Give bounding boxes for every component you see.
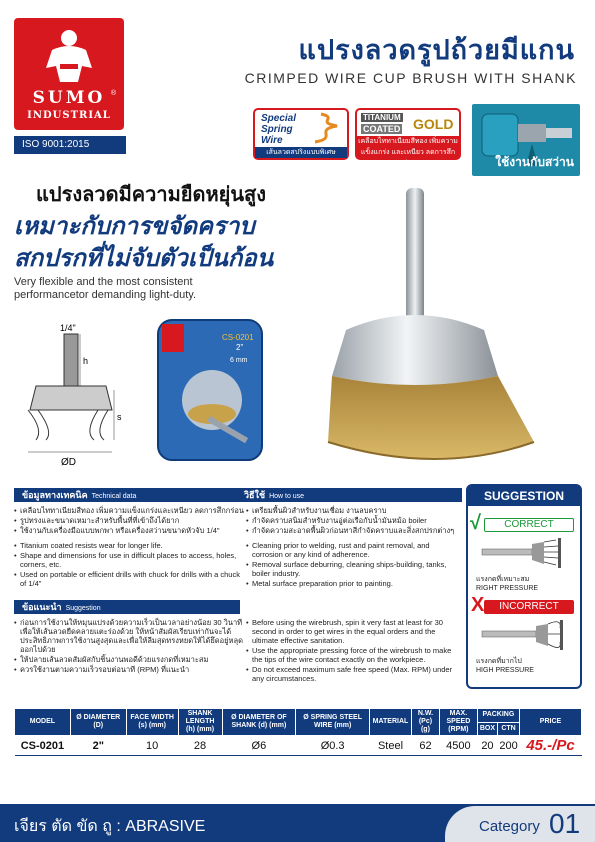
list-item: • ใช้งานกับเครื่องมือแบบพกพา หรือเครื่องสว่านขนาดหัวจับ 1/4" [14, 526, 244, 535]
headline-line2: เหมาะกับการขจัดคราบ [14, 213, 255, 240]
how-to-use-list [246, 506, 462, 589]
cell-weight: 62 [411, 736, 439, 756]
col-material: MATERIAL [370, 709, 412, 736]
list-item: • Cleaning prior to welding, rust and paint removal, and corrosion or any kind of adherence. [246, 541, 462, 559]
list-item: • Removal surface deburring, cleaning ships-building, tanks, boiler industry. [246, 560, 462, 578]
category-label: Category [479, 818, 540, 835]
cell-shank-diameter: Ø6 [222, 736, 296, 756]
titanium-gold-badge [355, 108, 461, 167]
incorrect-tag: INCORRECT [484, 600, 574, 614]
list-item: • Titanium coated resists wear for longer life. [14, 541, 244, 550]
cell-wire: Ø0.3 [296, 736, 370, 756]
x-icon: X [471, 594, 485, 616]
headline-line1: แปรงลวดมีความยืดหยุ่นสูง [36, 184, 267, 206]
list-item: • ควรใช้งานตามความเร็วรอบต่อนาที (RPM) ที่แนะนำ [14, 665, 244, 674]
high-pressure-illustration [482, 620, 578, 650]
col-speed: MAX. SPEED (RPM) [439, 709, 477, 736]
category-tab [445, 806, 595, 842]
spring-wave-icon [311, 112, 341, 146]
how-to-use-header [236, 488, 462, 502]
list-item: • เคลือบไททาเนียมสีทอง เพิ่มความแข็งแกร่งและเหนียว ลดการสึกกร่อน [14, 506, 244, 515]
cell-material: Steel [370, 736, 412, 756]
col-face-width: FACE WIDTH (s) (mm) [126, 709, 178, 736]
page-title-english: CRIMPED WIRE CUP BRUSH WITH SHANK [244, 70, 577, 86]
spring-wire-badge [253, 108, 349, 160]
col-shank-length: SHANK LENGTH (h) (mm) [178, 709, 222, 736]
diameter-label: ØD [61, 457, 76, 468]
package-size: 2" [236, 343, 244, 352]
correct-caption-en: RIGHT PRESSURE [476, 585, 539, 592]
list-item: • Shape and dimensions for use in difficult places to access, holes, corners, etc. [14, 551, 244, 569]
check-icon: √ [470, 512, 481, 534]
col-ctn: CTN [498, 722, 520, 736]
col-weight: N.W. (Pc) (g) [411, 709, 439, 736]
technical-title-th: ข้อมูลทางเทคนิค [22, 490, 88, 500]
gold-label: GOLD [413, 116, 454, 132]
sumo-wrestler-icon [38, 26, 100, 84]
category-number: 01 [549, 808, 581, 839]
registered-mark: ® [110, 90, 116, 97]
suggestion-list-english [246, 618, 462, 684]
page-title-thai: แปรงลวดรูปถ้วยมีแกน [298, 35, 575, 65]
cell-box: 20 [477, 736, 497, 756]
technical-data-header [14, 488, 240, 502]
drill-label: ใช้งานกับสว่าน [495, 155, 574, 169]
howto-title-th: วิธีใช้ [244, 490, 266, 500]
cell-shank-length: 28 [178, 736, 222, 756]
gold-subtitle: เคลือบไททาเนียมสีทอง เพิ่มความแข็งแกร่ง และเหนียว ลดการสึกกร่อน [358, 138, 458, 167]
spring-wire-subtitle: เส้นลวดสปริงแบบพิเศษ [255, 147, 347, 158]
list-item: • Use the appropriate pressing force of the wirebrush to make the tips of the wire contact exactly on the workpiece. [246, 646, 462, 664]
list-item: • Before using the wirebrush, spin it very fast at least for 30 second in order to get wires in the equal orders and the ultimate effective sanitation. [246, 618, 462, 645]
brand-logo [14, 18, 124, 130]
correct-tag: CORRECT [484, 518, 574, 532]
suggestion-list-thai [14, 618, 244, 675]
specification-table [14, 708, 582, 756]
headline-line3: สกปรกที่ไม่จับตัวเป็นก้อน [14, 245, 274, 272]
retail-package-image [150, 316, 270, 466]
coated-label: COATED [363, 124, 401, 134]
titanium-label: TITANIUM [363, 113, 401, 122]
package-model: CS-0201 [222, 333, 254, 342]
product-description: Very flexible and the most consistent performancetor demanding light-duty. [14, 276, 197, 301]
incorrect-caption-en: HIGH PRESSURE [476, 667, 534, 674]
cell-face-width: 10 [126, 736, 178, 756]
right-pressure-illustration [482, 538, 578, 568]
technical-title-en: Technical data [91, 493, 137, 500]
cell-price: 45.-/Pc [520, 736, 582, 756]
spring-wire-title: Special Spring Wire [261, 113, 297, 146]
table-row [15, 736, 582, 756]
footer-category-name: เจียร ตัด ขัด ถู : ABRASIVE [14, 818, 206, 835]
drill-usage-image [472, 104, 580, 176]
suggestion-box-title: SUGGESTION [468, 486, 580, 506]
col-price: PRICE [520, 709, 582, 736]
shank-diameter-label: 1/4" [60, 323, 76, 333]
cell-speed: 4500 [439, 736, 477, 756]
col-packing: PACKING [477, 709, 519, 723]
brand-name: SUMO [32, 88, 106, 108]
list-item: • Do not exceed maximum safe free speed (Max. RPM) under any circumstances. [246, 665, 462, 683]
brand-subtitle: INDUSTRIAL [27, 110, 111, 121]
correct-caption-th: แรงกดที่เหมาะสม [476, 576, 530, 583]
list-item: • Metal surface preparation prior to painting. [246, 579, 462, 588]
howto-title-en: How to use [269, 493, 305, 500]
technical-list [14, 506, 244, 589]
incorrect-caption-th: แรงกดที่มากไป [476, 658, 522, 665]
iso-badge: ISO 9001:2015 [14, 136, 126, 154]
col-model: MODEL [15, 709, 71, 736]
suggestion-box [466, 484, 582, 689]
list-item: • เตรียมพื้นผิวสำหรับงานเชื่อม งานลบคราบ [246, 506, 462, 515]
col-box: BOX [477, 722, 497, 736]
face-width-label: s [117, 412, 122, 422]
suggestion-header [14, 600, 240, 614]
col-diameter: Ø DIAMETER (D) [70, 709, 126, 736]
dimension-diagram [14, 320, 144, 470]
list-item: • รูปทรงและขนาดเหมาะสำหรับพื้นที่ที่เข้าถึงได้ยาก [14, 516, 244, 525]
list-item: • กำจัดความสะอาดพื้นผิวก่อนทาสีกำจัดคราบและสิ่งสกปรกต่างๆ [246, 526, 462, 535]
list-item: • ก่อนการใช้งานให้หมุนแปรงด้วยความเร็วเป็นเวลาอย่างน้อย 30 วินาทีเพื่อให้เส้นลวดยืดคลายแตะร่องด้วย ให้หน้าสัมผัสเรียบเท่ากันจะได้ประสิทธิภาพการใช้งานสูงสุดและเพื่อให้ลีมสุดทรงหยดให้ได้ยึดอยู่หลุดออกไปด้วย [14, 618, 244, 654]
list-item: • กำจัดคราบสนิมสำหรับงานอู่ต่อเรือกับน้ำมันหม้อ boiler [246, 516, 462, 525]
list-item: • ให้ปลายเส้นลวดสัมผัสกับชิ้นงานพอดีด้วยแรงกดที่เหมาะสม [14, 655, 244, 664]
suggestion-title-en: Suggestion [65, 605, 101, 612]
height-label: h [83, 356, 89, 366]
col-wire: Ø SPRING STEEL WIRE (mm) [296, 709, 370, 736]
col-shank-diameter: Ø DIAMETER OF SHANK (d) (mm) [222, 709, 296, 736]
package-mm: 6 mm [230, 357, 248, 364]
cell-diameter: 2" [70, 736, 126, 756]
product-image [328, 180, 548, 480]
cell-model: CS-0201 [15, 736, 71, 756]
footer-bar [0, 804, 595, 842]
cell-ctn: 200 [498, 736, 520, 756]
list-item: • Used on portable or efficient drills with chuck for drills with a chuck of 1/4" [14, 570, 244, 588]
suggestion-title-th: ข้อแนะนำ [22, 602, 62, 612]
